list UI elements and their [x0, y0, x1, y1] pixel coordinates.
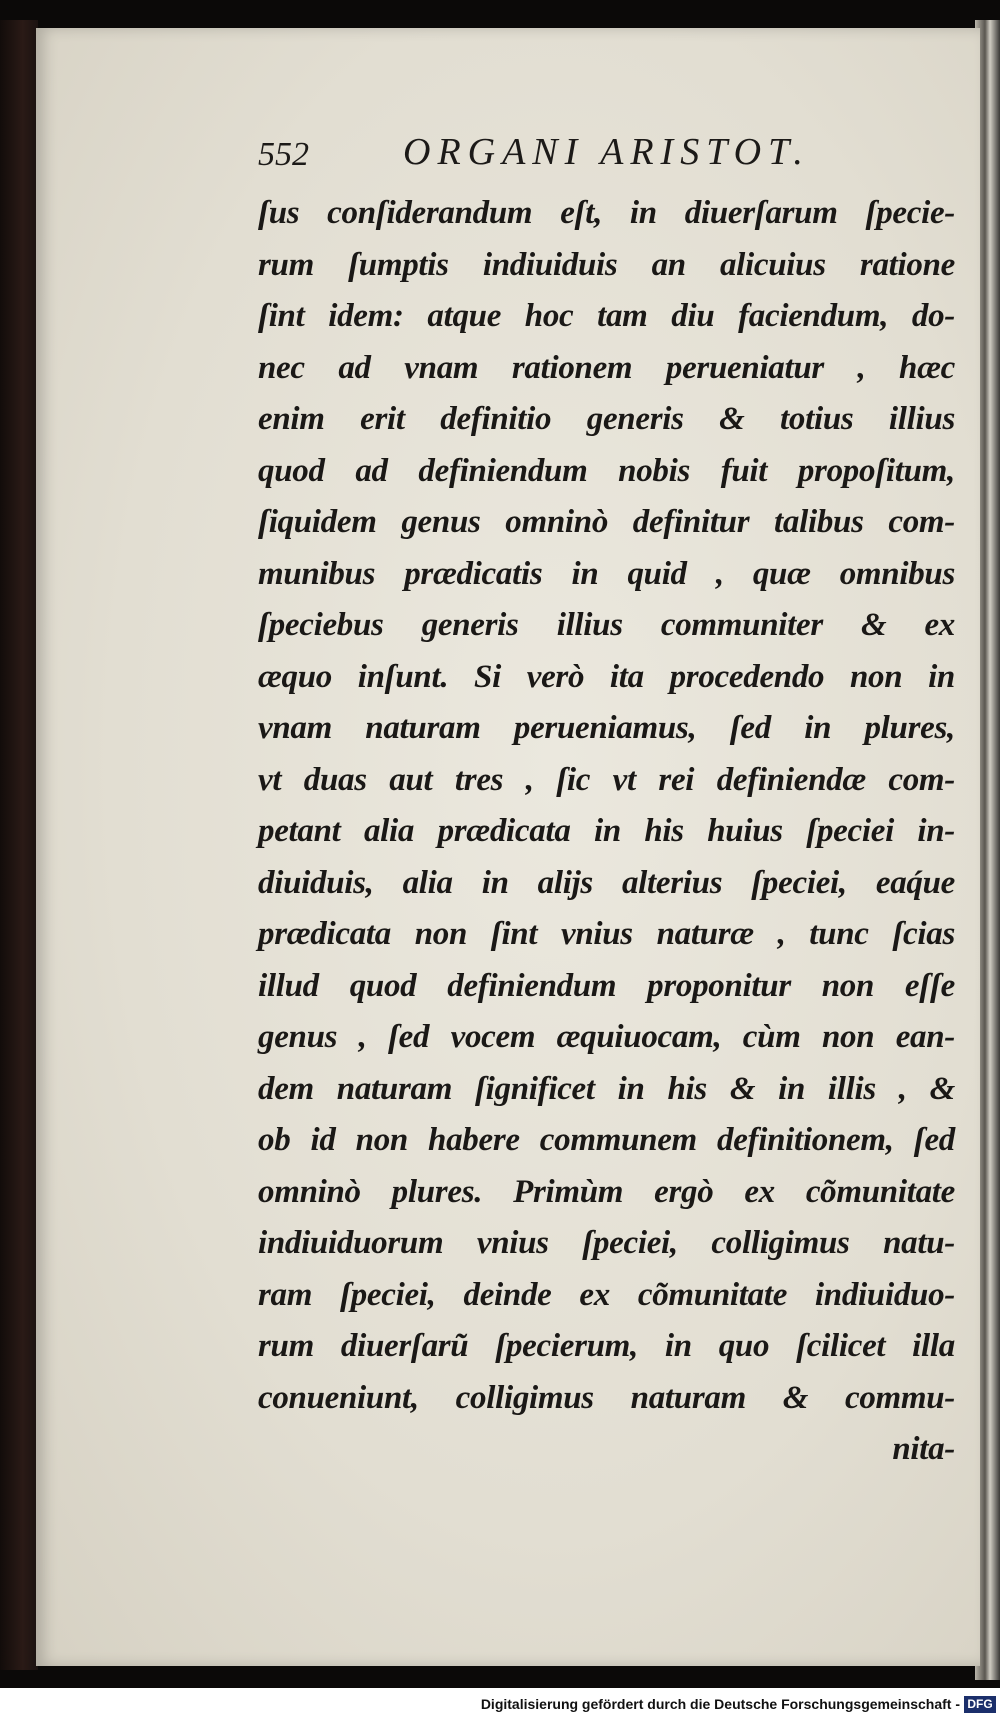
footer-bar: [0, 1688, 1000, 1721]
text-line: rum ſumptis indiuiduis an alicuius ratione: [258, 246, 955, 283]
text-line: ſus conſiderandum eſt, in diuerſarum ſpecie-: [258, 195, 955, 231]
text-line: quod ad definiendum nobis fuit propoſitum,: [258, 452, 955, 489]
text-line: diuiduis, alia in aliјs alterius ſpeciei, eaq́ue: [258, 864, 955, 901]
text-line: enim erit definitio generis & totius illius: [258, 401, 955, 437]
text-line: indiuiduorum vnius ſpeciei, colligimus natu-: [258, 1225, 955, 1261]
text-line: rum diuerſarũ ſpecierum, in quo ſcilicet illa: [258, 1328, 955, 1364]
text-line: ſpeciebus generis illius communiter & ex: [258, 607, 955, 643]
funding-credit: Digitalisierung gefördert durch die Deutsche Forschungsgemeinschaft -: [480, 1696, 960, 1712]
book-binding-edge: [0, 20, 38, 1670]
text-line: nita-: [892, 1431, 955, 1467]
text-line: prædicata non ſint vnius naturæ , tunc ſcias: [258, 916, 955, 952]
text-line: nec ad vnam rationem perueniatur , hæc: [258, 349, 955, 386]
text-line: ram ſpeciei, deinde ex cõmunitate indiuiduo-: [258, 1276, 955, 1313]
page-header: [258, 128, 898, 178]
page-body-text: [258, 188, 955, 1476]
text-line: ob id non habere communem definitionem, ſed: [258, 1122, 955, 1158]
text-line: munibus prædicatis in quid , quæ omnibus: [258, 555, 955, 592]
text-line: vt duas aut tres , ſic vt rei definiendæ com-: [258, 761, 955, 798]
text-line: petant alia prædicata in his huius ſpeciei in-: [258, 813, 955, 849]
text-line: genus , ſed vocem æquiuocam, cùm non ean-: [258, 1019, 955, 1055]
text-line: illud quod definiendum proponitur non eſſe: [258, 967, 955, 1004]
text-line: conueniunt, colligimus naturam & commu-: [258, 1379, 955, 1416]
text-line: dem naturam ſignificet in his & in illis , &: [258, 1070, 955, 1107]
text-line: ſint idem: atque hoc tam diu faciendum, do-: [258, 298, 955, 334]
dfg-logo: DFG: [964, 1696, 996, 1713]
text-line: æquo inſunt. Si verò ita procedendo non in: [258, 658, 955, 695]
text-line: omninò plures. Primùm ergò ex cõmunitate: [258, 1173, 955, 1210]
text-line: ſiquidem genus omninò definitur talibus com-: [258, 504, 955, 540]
page-number: 552: [258, 136, 309, 173]
running-title: ORGANI ARISTOT.: [403, 131, 810, 173]
text-line: vnam naturam perueniamus, ſed in plures,: [258, 710, 955, 746]
